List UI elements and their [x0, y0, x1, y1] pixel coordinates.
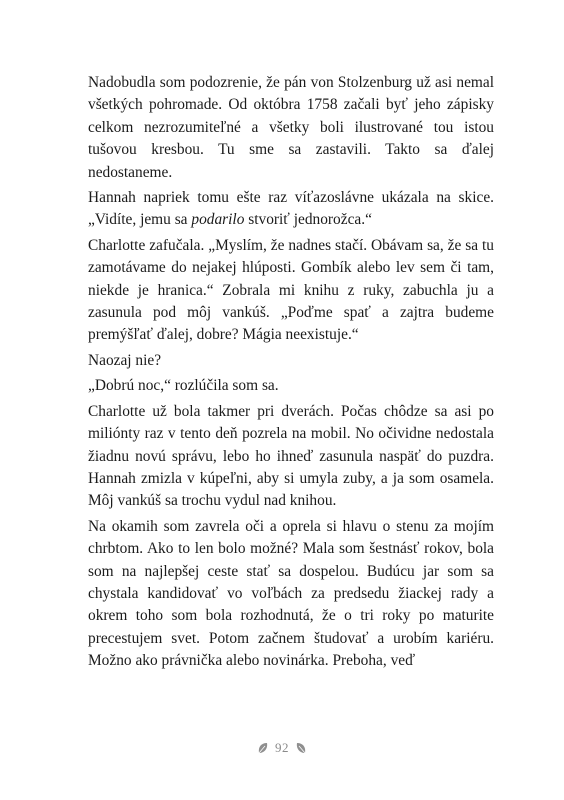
leaf-icon — [256, 741, 270, 755]
paragraph: Na okamih som zavrela oči a oprela si hlavu o stenu za mojím chrbtom. Ako to len bolo možné? Mala som šestnásť rokov, bola som na najlepšej ceste stať sa dospelou. Budúcu jar som sa chystala kandidovať vo voľbách za predsedu žiackej rady a okrem toho som bola rozhodnutá, že o tri roky po maturite precestujem svet. Potom začnem študovať a urobím kariéru. Možno ako právnička alebo novinárka. Preboha, veď — [88, 517, 494, 670]
body-text — [88, 72, 494, 673]
page-footer — [0, 740, 564, 756]
paragraph: Naozaj nie? — [88, 351, 162, 369]
paragraph: Charlotte už bola takmer pri dverách. Počas chôdze sa asi po miliónty raz v tento deň pozrela na mobil. No očividne nedostala žiadnu novú správu, lebo ho ihneď zasunula naspäť do puzdra. Hannah zmizla v kúpeľni, aby si umyla zuby, a ja som osamela. Môj vankúš sa trochu vydul nad knihou. — [88, 402, 494, 510]
page-number: 92 — [275, 740, 289, 755]
paragraph: „Dobrú noc,“ rozlúčila som sa. — [88, 377, 279, 395]
paragraph: Nadobudla som podozrenie, že pán von Stolzenburg už asi nemal všetkých pohromade. Od októbra 1758 začali byť jeho zápisky celkom nezrozumiteľné a všetky boli ilustrované tou istou tušovou kresbou. Tu sme sa zastavili. Takto sa ďalej nedostaneme. — [88, 74, 494, 181]
paragraph: Charlotte zafučala. „Myslím, že nadnes stačí. Obávam sa, že sa tu zamotávame do nejakej hlúposti. Gombík alebo lev sem či tam, niekde je hranica.“ Zobrala mi knihu z ruky, zabuchla ju a zasunula pod môj vankúš. „Poďme spať a zajtra budeme premýšľať ďalej, dobre? Mágia neexistuje.“ — [88, 236, 494, 344]
paragraph: Hannah napriek tomu ešte raz víťazoslávne ukázala na skice. „Vidíte, jemu sa podarilo stvoriť jednorožca.“ — [88, 189, 494, 229]
leaf-icon — [294, 741, 308, 755]
emphasized-word: podarilo — [191, 211, 245, 229]
